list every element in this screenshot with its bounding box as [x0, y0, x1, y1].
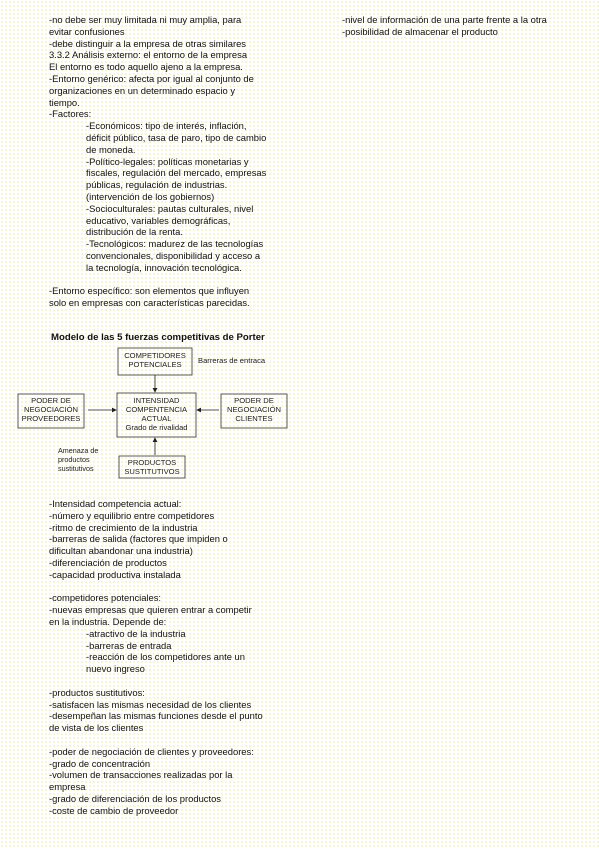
text-line: -diferenciación de productos [49, 556, 167, 568]
text-line: -satisfacen las mismas necesidad de los clientes [49, 698, 252, 710]
text-line: -competidores potenciales: [49, 592, 162, 604]
text-line: convencionales, disponibilidad y acceso a [86, 249, 261, 261]
text-line: -Factores: [49, 108, 92, 120]
clientes-label: PODER DE NEGOCIACIÓN CLIENTES [226, 396, 281, 423]
text-line: -debe distinguir a la empresa de otras similares [49, 37, 246, 49]
proveedores-label: PODER DE NEGOCIACIÓN PROVEEDORES [21, 396, 81, 423]
text-line: -nuevas empresas que quieren entrar a competir [49, 604, 252, 616]
text-line: -desempeñan las mismas funciones desde el punto [49, 710, 263, 722]
text-line: nuevo ingreso [86, 663, 145, 675]
text-line: (intervención de los gobiernos) [86, 190, 215, 202]
text-line: solo en empresas con características parecidas. [49, 297, 250, 309]
sustitutivos-section [49, 687, 299, 734]
competidores-label: COMPETIDORES POTENCIALES [124, 351, 186, 369]
text-line: -Tecnológicos: madurez de las tecnologías [86, 238, 264, 250]
text-line: -reacción de los competidores ante un [86, 651, 245, 663]
text-line: -Entorno específico: son elementos que influyen [49, 285, 250, 297]
text-line: -poder de negociación de clientes y proveedores: [49, 745, 254, 757]
rivalidad-label: Grado de rivalidad [125, 423, 188, 432]
productos-label: PRODUCTOS SUSTITUTIVOS [124, 458, 180, 476]
text-line: de moneda. [86, 143, 136, 155]
text-line: -ritmo de crecimiento de la industria [49, 521, 198, 533]
amenaza-label: Amenaza de productos sustitutivos [58, 446, 99, 473]
negociacion-section [49, 746, 299, 817]
text-line: en la industria. Depende de: [49, 615, 167, 627]
competidores-items [49, 628, 299, 675]
text-line: evitar confusiones [49, 25, 125, 37]
text-line: empresa [49, 781, 86, 793]
text-line: -barreras de entrada [86, 639, 172, 651]
intensidad-label: INTENSIDAD COMPENTENCIA ACTUAL Grado de rivalidad [117, 396, 196, 432]
text-line: -Intensidad competencia actual: [49, 498, 182, 509]
intensidad-section [49, 498, 299, 581]
spacer [49, 581, 299, 593]
text-line: -grado de concentración [49, 757, 151, 769]
text-line: -posibilidad de almacenar el producto [342, 25, 498, 37]
competidores-section [49, 592, 299, 627]
text-line: organizaciones en un determinado espacio y [49, 84, 236, 96]
text-line: 3.3.2 Análisis externo: el entorno de la empresa [49, 49, 248, 61]
lower-text [49, 498, 299, 817]
text-line: la tecnología, innovación tecnológica. [86, 261, 242, 273]
text-line: El entorno es todo aquello ajeno a la empresa. [49, 61, 243, 73]
text-line: -barreras de salida (factores que impiden o [49, 533, 228, 545]
text-line: -productos sustitutivos: [49, 686, 145, 698]
spacer [49, 734, 299, 746]
text-line: de vista de los clientes [49, 722, 144, 734]
text-line: -no debe ser muy limitada ni muy amplia, para [49, 14, 242, 25]
text-line: distribución de la renta. [86, 226, 183, 238]
text-line: dificultan abandonar una industria) [49, 545, 193, 557]
text-line: -volumen de transacciones realizadas por la [49, 769, 233, 781]
text-line: -Entorno genérico: afecta por igual al conjunto de [49, 72, 254, 84]
text-line: educativo, variables demográficas, [86, 214, 231, 226]
text-line: -Económicos: tipo de interés, inflación, [86, 120, 247, 132]
text-line: -grado de diferenciación de los productos [49, 792, 221, 804]
text-line: -capacidad productiva instalada [49, 568, 181, 580]
text-line: -nivel de información de una parte frente a la otra [342, 14, 547, 25]
text-line: -atractivo de la industria [86, 627, 186, 639]
barreras-label: Barreras de entraca [198, 356, 266, 365]
text-line: tiempo. [49, 96, 80, 108]
text-line: públicas, regulación de industrias. [86, 179, 228, 191]
text-line: -número y equilibrio entre competidores [49, 509, 215, 521]
text-line: déficit público, tasa de paro, tipo de cambio [86, 131, 267, 143]
text-line: -Socioculturales: pautas culturales, nivel [86, 202, 254, 214]
diagram-title: Modelo de las 5 fuerzas competitivas de Porter [51, 332, 265, 343]
text-line: fiscales, regulación del mercado, empresas [86, 167, 267, 179]
text-line: -coste de cambio de proveedor [49, 804, 179, 816]
text-line: -Político-legales: políticas monetarias y [86, 155, 249, 167]
spacer [49, 675, 299, 687]
